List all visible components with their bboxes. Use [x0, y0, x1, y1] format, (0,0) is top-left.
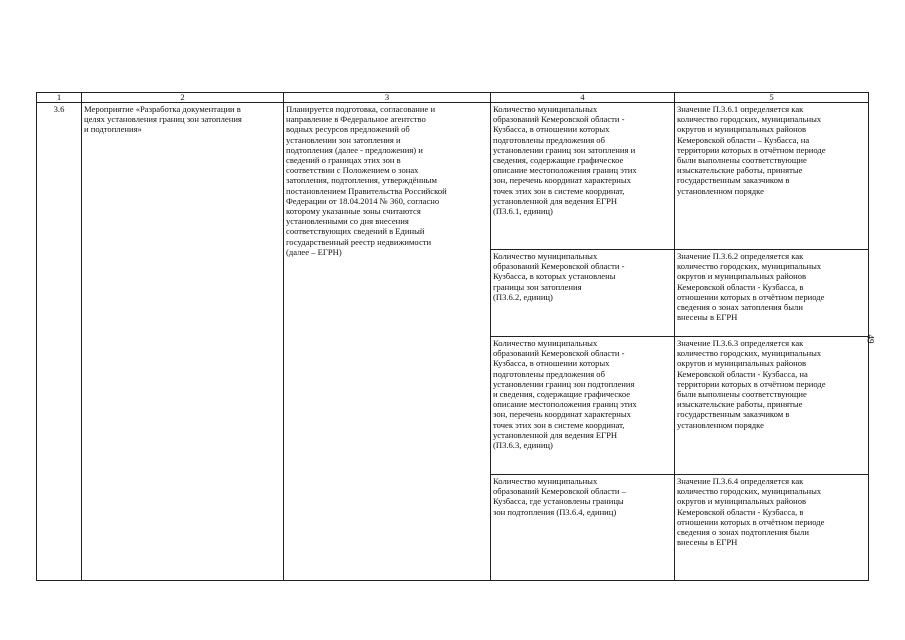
column-header-5: 5 [675, 93, 869, 103]
description-cell: Планируется подготовка, согласование и направление в Федеральное агентство водных ресурсов предложений об установлении зон затопления и подтопления (далее - предложения) и сведений о границах этих зон в соответствии с Положением о зонах затопления, подтопления, утверждённым постановлением Правительства Российской Федерации от 18.04.2014 № 360, согласно которому указанные зоны считаются установленными со дня внесения соответствующих сведений в Единый государственный реестр недвижимости (далее – ЕГРН) [284, 103, 491, 581]
indicator-method-cell: Значение П.3.6.2 определяется как количество городских, муниципальных округов и муниципальных районов Кемеровской области - Кузбасса, в отношении которых в отчётном периоде сведения о зонах затопления были внесены в ЕГРН [675, 250, 869, 337]
column-header-1: 1 [37, 93, 82, 103]
indicator-name-cell: Количество муниципальных образований Кемеровской области - Кузбасса, в отношении которых подготовлены предложения об установлении границ зон подтопления и сведения, содержащие графическое описание местоположения границ этих зон, перечень координат характерных точек этих зон в системе координат, установленной для ведения ЕГРН (П3.6.3, единиц) [491, 337, 675, 475]
page-number: 49 [865, 334, 876, 344]
column-header-3: 3 [284, 93, 491, 103]
indicator-name-cell: Количество муниципальных образований Кемеровской области – Кузбасса, где установлены границы зон подтопления (П3.6.4, единиц) [491, 475, 675, 581]
indicator-name-cell: Количество муниципальных образований Кемеровской области - Кузбасса, в которых установлены границы зон затопления (П3.6.2, единиц) [491, 250, 675, 337]
column-header-4: 4 [491, 93, 675, 103]
column-header-2: 2 [82, 93, 284, 103]
indicator-method-cell: Значение П.3.6.4 определяется как количество городских, муниципальных округов и муниципальных районов Кемеровской области - Кузбасса, в отношении которых в отчётном периоде сведения о зонах подтопления были внесены в ЕГРН [675, 475, 869, 581]
row-number: 3.6 [37, 103, 82, 581]
indicator-name-cell: Количество муниципальных образований Кемеровской области - Кузбасса, в отношении которых подготовлены предложения об установлении границ зон затопления и сведения, содержащие графическое описание местоположения границ этих зон, перечень координат характерных точек этих зон в системе координат, установленной для ведения ЕГРН (П3.6.1, единиц) [491, 103, 675, 250]
header-row [37, 93, 869, 103]
table-row [37, 103, 869, 250]
measures-table [36, 92, 869, 581]
indicator-method-cell: Значение П.3.6.1 определяется как количество городских, муниципальных округов и муниципальных районов Кемеровской области – Кузбасса, на территории которых в отчётном периоде были выполнены соответствующие изыскательские работы, принятые государственным заказчиком в установленном порядке [675, 103, 869, 250]
indicator-method-cell: Значение П.3.6.3 определяется как количество городских, муниципальных округов и муниципальных районов Кемеровской области - Кузбасса, на территории которых в отчётном периоде были выполнены соответствующие изыскательские работы, принятые государственным заказчиком в установленном порядке [675, 337, 869, 475]
activity-cell: Мероприятие «Разработка документации в целях установления границ зон затопления и подтопления» [82, 103, 284, 581]
